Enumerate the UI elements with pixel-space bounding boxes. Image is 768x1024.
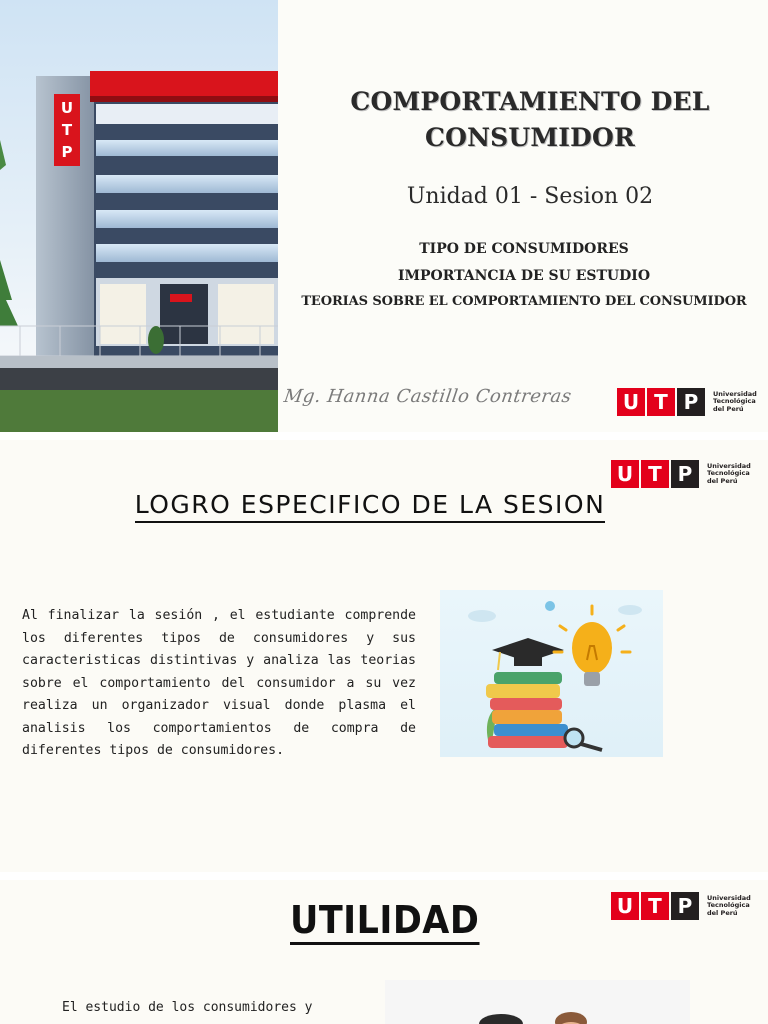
logo-university-name xyxy=(707,895,759,918)
author-signature: Mg. Hanna Castillo Contreras xyxy=(282,386,574,407)
logo-letter-u: U xyxy=(617,388,645,416)
utp-logo xyxy=(611,460,759,488)
utility-heading xyxy=(290,898,479,942)
logo-letter-t: T xyxy=(641,892,669,920)
logo-text-line: Universidad xyxy=(707,893,751,902)
logo-letter-u: U xyxy=(611,892,639,920)
utility-slide xyxy=(0,880,768,1024)
logo-university-name xyxy=(713,391,765,414)
logo-text-line: Tecnológica xyxy=(707,901,750,910)
topic-item: TEORIAS SOBRE EL COMPORTAMIENTO DEL CONSUMIDOR xyxy=(301,294,747,309)
objective-text: Al finalizar la sesión , el estudiante comprende los diferentes tipos de consumidores y sus caracteristicas distintivas y analiza las teorias sobre el comportamiento del consumidor a su vez realiza un organizador visual donde plasma el analisis los comportamientos de compra de diferentes tipos de consumidores. xyxy=(22,608,416,758)
svg-text:U: U xyxy=(60,99,74,117)
people-illustration xyxy=(385,980,690,1024)
logo-text-line: del Perú xyxy=(707,908,738,917)
logo-text-line: Universidad xyxy=(713,389,757,398)
building-photo xyxy=(0,0,278,432)
objective-slide xyxy=(0,440,768,872)
utp-logo xyxy=(611,892,759,920)
logo-letter-u: U xyxy=(611,460,639,488)
utility-text: El estudio de los consumidores y xyxy=(62,1000,313,1015)
logo-text-line: Universidad xyxy=(707,461,751,470)
logo-text-line: del Perú xyxy=(707,476,738,485)
logo-text-line: del Perú xyxy=(713,404,744,413)
title-line-1: COMPORTAMIENTO DEL xyxy=(350,87,710,116)
session-subtitle: Unidad 01 - Sesion 02 xyxy=(406,184,654,209)
logo-letter-p: P xyxy=(671,892,699,920)
presentation-title xyxy=(300,84,760,156)
objective-heading xyxy=(0,490,740,519)
svg-text:T: T xyxy=(61,121,73,139)
title-line-2: CONSUMIDOR xyxy=(425,123,635,152)
logo-letter-t: T xyxy=(641,460,669,488)
logo-university-name xyxy=(707,463,759,486)
logo-letter-t: T xyxy=(647,388,675,416)
topics-list xyxy=(282,236,766,316)
svg-text:P: P xyxy=(61,143,73,161)
books-lightbulb-illustration xyxy=(440,590,663,757)
logo-text-line: Tecnológica xyxy=(707,469,750,478)
logo-letter-p: P xyxy=(671,460,699,488)
objective-heading-text: LOGRO ESPECIFICO DE LA SESION xyxy=(135,490,606,523)
title-slide xyxy=(0,0,768,432)
topic-item: TIPO DE CONSUMIDORES xyxy=(419,241,629,257)
logo-text-line: Tecnológica xyxy=(713,397,756,406)
utp-logo xyxy=(617,388,765,416)
utility-heading-text: UTILIDAD xyxy=(290,898,479,945)
topic-item: IMPORTANCIA DE SU ESTUDIO xyxy=(397,267,651,284)
logo-letter-p: P xyxy=(677,388,705,416)
